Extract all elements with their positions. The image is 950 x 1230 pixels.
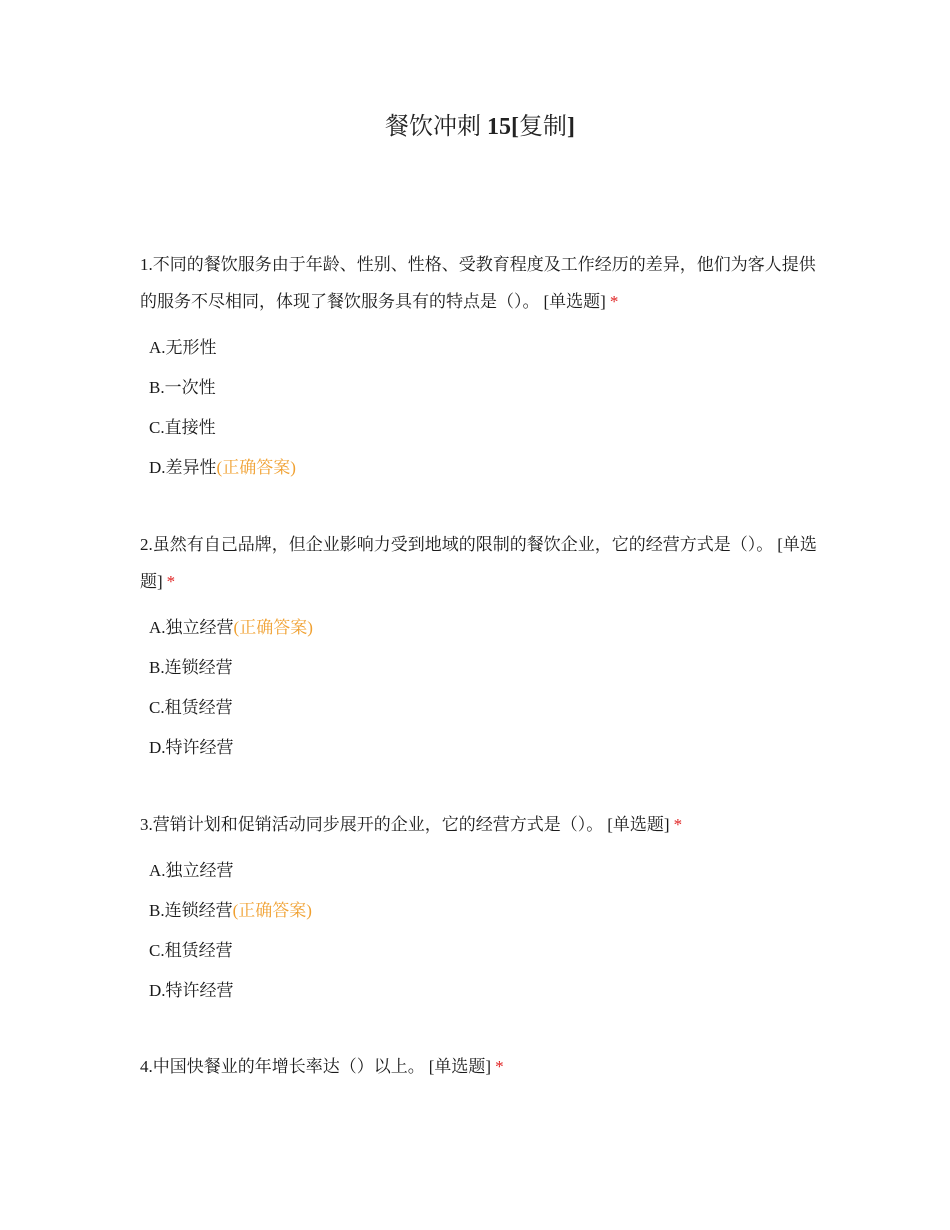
question-text	[140, 526, 820, 600]
option-b[interactable]	[140, 891, 820, 931]
correct-answer-tag: (正确答案)	[233, 618, 313, 637]
option-d[interactable]	[140, 448, 820, 488]
question-stem: 3.营销计划和促销活动同步展开的企业，它的经营方式是（）。	[140, 815, 604, 834]
option-c[interactable]	[140, 688, 820, 728]
question-3	[140, 806, 820, 1011]
question-2	[140, 526, 820, 768]
correct-answer-tag: (正确答案)	[232, 901, 312, 920]
title-suffix: 复制	[519, 114, 567, 140]
required-mark: *	[609, 292, 619, 311]
option-label: A.独立经营	[149, 861, 234, 880]
option-c[interactable]	[140, 408, 820, 448]
option-label: C.直接性	[149, 418, 216, 437]
option-label: D.特许经营	[149, 738, 234, 757]
title-main: 餐饮冲刺	[385, 114, 481, 140]
options-list	[140, 608, 820, 768]
question-1	[140, 246, 820, 488]
option-a[interactable]	[140, 608, 820, 648]
option-a[interactable]	[140, 851, 820, 891]
option-label: C.租赁经营	[149, 698, 233, 717]
option-label: D.特许经营	[149, 981, 234, 1000]
question-type: [单选题]	[543, 292, 606, 311]
option-a[interactable]	[140, 328, 820, 368]
required-mark: *	[495, 1057, 504, 1076]
option-b[interactable]	[140, 368, 820, 408]
options-list	[140, 851, 820, 1011]
document-title	[0, 110, 950, 144]
question-stem: 4.中国快餐业的年增长率达（）以上。	[140, 1057, 425, 1076]
title-bracket-open: [	[511, 114, 519, 140]
option-d[interactable]	[140, 728, 820, 768]
question-stem: 1.不同的餐饮服务由于年龄、性别、性格、受教育程度及工作经历的差异，他们为客人提供的服务不尽相同，体现了餐饮服务具有的特点是（）。	[140, 255, 816, 311]
option-c[interactable]	[140, 931, 820, 971]
option-label: A.无形性	[149, 338, 217, 357]
required-mark: *	[673, 815, 683, 834]
option-b[interactable]	[140, 648, 820, 688]
question-type: [单选题]	[140, 535, 817, 591]
title-number: 15	[487, 114, 511, 140]
option-label: B.连锁经营	[149, 901, 233, 920]
title-bracket-close: ]	[567, 114, 575, 140]
option-label: B.一次性	[149, 378, 216, 397]
options-list	[140, 328, 820, 488]
option-label: D.差异性	[149, 458, 217, 477]
question-4	[140, 1048, 820, 1085]
correct-answer-tag: (正确答案)	[216, 458, 296, 477]
option-label: A.独立经营	[149, 618, 234, 637]
question-text	[140, 246, 820, 320]
required-mark: *	[166, 572, 176, 591]
question-text	[140, 806, 820, 843]
question-text	[140, 1048, 820, 1085]
option-label: C.租赁经营	[149, 941, 233, 960]
question-type: [单选题]	[607, 815, 670, 834]
question-type: [单选题]	[428, 1057, 492, 1076]
option-d[interactable]	[140, 971, 820, 1011]
question-stem: 2.虽然有自己品牌，但企业影响力受到地域的限制的餐饮企业，它的经营方式是（）。	[140, 535, 774, 554]
option-label: B.连锁经营	[149, 658, 233, 677]
